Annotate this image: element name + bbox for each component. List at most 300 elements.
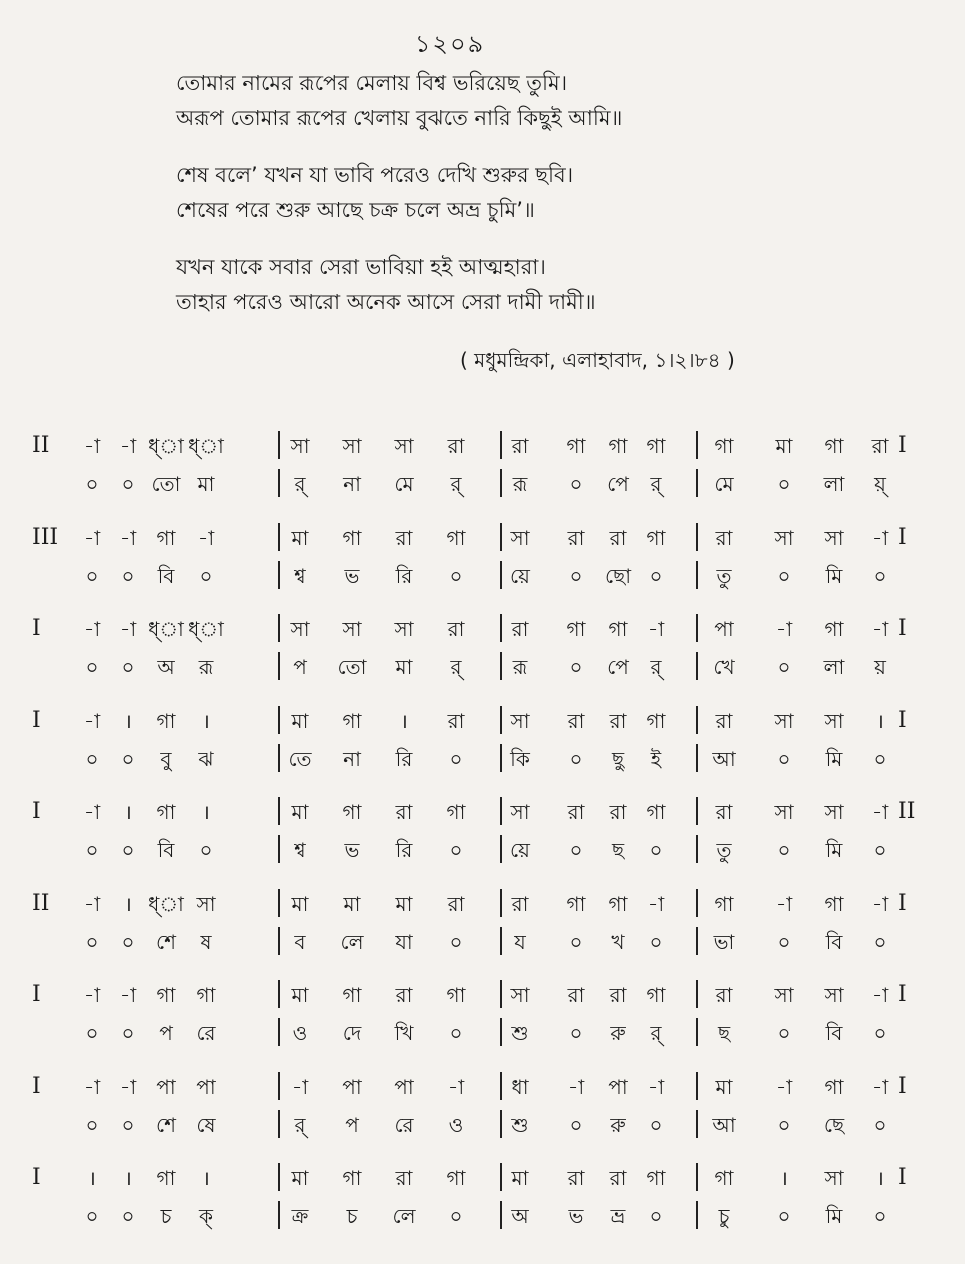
swara-note: গা: [342, 1166, 362, 1190]
poem: [176, 66, 876, 342]
poem-line: যখন যাকে সবার সেরা ভাবিয়া হই আত্মহারা।: [176, 255, 546, 279]
swara-row: [0, 1069, 965, 1109]
lyric-syllable: মি: [825, 746, 843, 771]
lyric-syllable: লা: [823, 655, 845, 679]
swara-note: মা: [715, 1074, 733, 1099]
swara-note: ধা: [511, 1074, 529, 1099]
swara-note: রা: [567, 800, 585, 824]
swara-note: পা: [156, 1074, 176, 1099]
swara-row: [0, 794, 965, 834]
bar-line: [500, 523, 502, 551]
lyric-syllable: য়ে: [510, 838, 530, 862]
swara-note: -া: [871, 525, 889, 550]
lyric-syllable: ০: [121, 1204, 135, 1228]
lyric-syllable: ০: [649, 838, 663, 862]
lyric-syllable: মে: [714, 472, 734, 496]
bar-line: [696, 1163, 698, 1191]
lyric-syllable: বি: [157, 838, 175, 862]
lyric-syllable: মা: [395, 655, 413, 679]
bar-line: [500, 744, 502, 772]
swara-note: গা: [446, 525, 466, 550]
bar-line: [500, 652, 502, 680]
bar-line: [696, 1018, 698, 1046]
swara-note: ধ্া: [148, 434, 184, 458]
lyric-syllable: ০: [777, 838, 791, 862]
lyric-syllable: ভ: [344, 563, 360, 588]
lyric-syllable: আ: [712, 1112, 736, 1137]
bar-mark-start: I: [32, 1073, 41, 1099]
lyric-syllable: শু: [511, 1021, 529, 1045]
bar-mark-end: II: [898, 799, 916, 824]
notation-block: [0, 794, 965, 886]
lyric-row: [0, 649, 965, 689]
lyric-syllable: লা: [823, 472, 845, 496]
lyric-syllable: ০: [569, 655, 583, 679]
bar-line: [278, 889, 280, 917]
lyric-row: [0, 924, 965, 964]
lyric-syllable: যা: [395, 929, 413, 954]
lyric-syllable: ০: [649, 563, 663, 588]
swara-note: গা: [196, 983, 216, 1007]
bar-mark-end: I: [898, 1073, 907, 1099]
swara-note: রা: [715, 708, 733, 733]
bar-line: [500, 1072, 502, 1100]
swara-note: -া: [871, 800, 889, 824]
swara-note: ।: [876, 708, 884, 733]
lyric-syllable: রূ: [198, 655, 214, 679]
swara-note: সা: [394, 617, 414, 641]
lyric-syllable: খে: [713, 655, 735, 679]
lyric-syllable: ও: [292, 1021, 308, 1045]
lyric-syllable: ০: [777, 472, 791, 496]
lyric-syllable: ০: [121, 1112, 135, 1137]
lyric-syllable: র্: [450, 472, 462, 496]
bar-line: [500, 889, 502, 917]
swara-note: -া: [291, 1074, 309, 1099]
swara-row: [0, 520, 965, 560]
lyric-syllable: ০: [121, 563, 135, 588]
lyric-row: [0, 1107, 965, 1147]
swara-note: রা: [395, 983, 413, 1007]
bar-mark-end: I: [898, 524, 907, 550]
lyric-syllable: ভা: [713, 929, 735, 954]
swara-note: সা: [510, 983, 530, 1007]
lyric-syllable: কি: [510, 746, 530, 771]
lyric-syllable: ০: [873, 746, 887, 771]
swara-note: সা: [774, 525, 794, 550]
swara-note: গা: [646, 525, 666, 550]
bar-line: [500, 1018, 502, 1046]
bar-line: [278, 1018, 280, 1046]
bar-mark-start: III: [32, 524, 59, 550]
lyric-syllable: পে: [607, 472, 629, 496]
lyric-syllable: ০: [449, 746, 463, 771]
swara-note: সা: [824, 800, 844, 824]
lyric-syllable: য়ে: [510, 563, 530, 588]
lyric-syllable: ছো: [604, 563, 632, 588]
swara-note: সা: [290, 434, 310, 458]
lyric-syllable: ০: [85, 563, 99, 588]
lyric-syllable: ০: [85, 1204, 99, 1228]
swara-note: -া: [447, 1074, 465, 1099]
lyric-syllable: র্: [294, 1112, 306, 1137]
swara-note: সা: [394, 434, 414, 458]
swara-note: সা: [824, 983, 844, 1007]
swara-note: গা: [342, 983, 362, 1007]
swara-note: -া: [567, 1074, 585, 1099]
swara-note: রা: [715, 525, 733, 550]
lyric-syllable: ০: [569, 838, 583, 862]
bar-line: [500, 1110, 502, 1138]
swara-note: -া: [647, 891, 665, 916]
bar-mark-end: I: [898, 982, 907, 1007]
swara-note: রা: [447, 617, 465, 641]
bar-line: [278, 1163, 280, 1191]
lyric-syllable: ০: [873, 1112, 887, 1137]
lyric-syllable: ০: [777, 1112, 791, 1137]
swara-note: -া: [83, 800, 101, 824]
swara-note: ধ্া: [188, 434, 224, 458]
bar-mark-start: II: [32, 433, 50, 458]
swara-note: -া: [871, 983, 889, 1007]
swara-note: পা: [394, 1074, 414, 1099]
lyric-syllable: দে: [342, 1021, 362, 1045]
lyric-syllable: র্: [294, 472, 306, 496]
swara-note: -া: [119, 525, 137, 550]
swara-note: -া: [775, 617, 793, 641]
bar-line: [696, 1110, 698, 1138]
lyric-syllable: ০: [777, 655, 791, 679]
lyric-syllable: মি: [825, 838, 843, 862]
lyric-syllable: ০: [85, 472, 99, 496]
swara-note: রা: [395, 525, 413, 550]
source-citation: ( মধুমন্দ্রিকা, এলাহাবাদ, ১।২।৮৪ ): [460, 348, 735, 372]
lyric-syllable: রে: [394, 1112, 414, 1137]
bar-line: [696, 927, 698, 955]
swara-note: ।: [124, 1166, 132, 1190]
swara-note: গা: [646, 1166, 666, 1190]
lyric-syllable: শে: [156, 1112, 176, 1137]
swara-note: -া: [119, 434, 137, 458]
lyric-syllable: ০: [121, 838, 135, 862]
lyric-syllable: চ: [346, 1204, 358, 1228]
swara-note: মা: [291, 708, 309, 733]
swara-note: -া: [83, 708, 101, 733]
bar-line: [696, 523, 698, 551]
swara-note: ।: [124, 891, 132, 916]
bar-line: [278, 797, 280, 825]
swara-note: গা: [646, 983, 666, 1007]
swara-note: গা: [646, 434, 666, 458]
bar-line: [500, 706, 502, 734]
lyric-syllable: ০: [449, 838, 463, 862]
lyric-syllable: ০: [121, 655, 135, 679]
bar-line: [500, 927, 502, 955]
swara-note: পা: [714, 617, 734, 641]
swara-note: গা: [566, 891, 586, 916]
swara-note: গা: [342, 708, 362, 733]
swara-note: -া: [647, 1074, 665, 1099]
swara-note: ধ্া: [148, 891, 184, 916]
bar-line: [696, 1072, 698, 1100]
lyric-syllable: ক্: [199, 1204, 213, 1228]
lyric-syllable: শে: [156, 929, 176, 954]
swara-note: রা: [609, 1166, 627, 1190]
lyric-syllable: চু: [718, 1204, 730, 1228]
swara-note: -া: [871, 891, 889, 916]
lyric-syllable: প: [345, 1112, 359, 1137]
bar-line: [696, 652, 698, 680]
bar-line: [278, 1110, 280, 1138]
lyric-syllable: ০: [449, 1204, 463, 1228]
lyric-syllable: র্: [650, 472, 662, 496]
lyric-syllable: মি: [825, 1204, 843, 1228]
lyric-syllable: ০: [873, 838, 887, 862]
lyric-syllable: র্: [650, 655, 662, 679]
swara-row: [0, 611, 965, 651]
bar-line: [278, 523, 280, 551]
bar-line: [696, 1201, 698, 1229]
swara-note: গা: [446, 800, 466, 824]
bar-mark-end: I: [898, 707, 907, 733]
lyric-row: [0, 558, 965, 598]
page-number: ১২০৯: [414, 30, 486, 58]
notation-block: [0, 428, 965, 520]
bar-line: [278, 744, 280, 772]
lyric-syllable: লে: [392, 1204, 416, 1228]
lyric-syllable: ০: [121, 746, 135, 771]
bar-line: [696, 706, 698, 734]
lyric-syllable: ০: [873, 563, 887, 588]
swara-note: রা: [609, 983, 627, 1007]
bar-mark-start: I: [32, 707, 41, 733]
swara-note: গা: [608, 891, 628, 916]
lyric-syllable: মা: [197, 472, 215, 496]
lyric-syllable: অ: [511, 1204, 529, 1228]
bar-line: [500, 1201, 502, 1229]
bar-line: [278, 706, 280, 734]
swara-note: -া: [775, 891, 793, 916]
notation-block: [0, 886, 965, 978]
swara-note: ।: [202, 708, 210, 733]
swara-note: পা: [342, 1074, 362, 1099]
poem-line: তাহার পরেও আরো অনেক আসে সেরা দামী দামী॥: [176, 290, 596, 314]
lyric-syllable: য়: [874, 655, 886, 679]
lyric-syllable: ছ: [611, 838, 625, 862]
lyric-syllable: মি: [825, 563, 843, 588]
lyric-syllable: ০: [777, 1204, 791, 1228]
swara-note: ।: [124, 708, 132, 733]
lyric-syllable: ০: [649, 1112, 663, 1137]
lyric-syllable: ঝ: [198, 746, 214, 771]
bar-line: [278, 652, 280, 680]
bar-line: [278, 1072, 280, 1100]
lyric-syllable: রূ: [512, 655, 528, 679]
bar-line: [278, 1201, 280, 1229]
notation-block: [0, 1160, 965, 1252]
bar-line: [500, 469, 502, 497]
lyric-syllable: রূ: [512, 472, 528, 496]
notation-block: [0, 611, 965, 703]
swara-note: ধ্া: [188, 617, 224, 641]
bar-line: [696, 614, 698, 642]
lyric-row: [0, 832, 965, 872]
bar-line: [696, 744, 698, 772]
lyric-syllable: বি: [825, 929, 843, 954]
lyric-syllable: ০: [85, 1021, 99, 1045]
lyric-syllable: ছে: [823, 1112, 845, 1137]
swara-note: গা: [714, 1166, 734, 1190]
bar-mark-start: I: [32, 799, 41, 824]
lyric-syllable: ০: [85, 655, 99, 679]
notation-block: [0, 977, 965, 1069]
lyric-syllable: ০: [449, 1021, 463, 1045]
notation-block: [0, 1069, 965, 1161]
swara-note: -া: [83, 983, 101, 1007]
poem-line: শেষের পরে শুরু আছে চক্র চলে অভ্র চুমি’॥: [176, 198, 535, 222]
lyric-syllable: ০: [777, 929, 791, 954]
lyric-syllable: ০: [873, 929, 887, 954]
lyric-syllable: লে: [340, 929, 364, 954]
swara-note: রা: [447, 434, 465, 458]
lyric-syllable: ও: [448, 1112, 464, 1137]
swara-note: গা: [714, 891, 734, 916]
swara-row: [0, 703, 965, 743]
lyric-syllable: তো: [337, 655, 367, 679]
swara-note: সা: [290, 617, 310, 641]
poem-stanza: [176, 158, 876, 228]
swara-note: পা: [196, 1074, 216, 1099]
lyric-syllable: ভ: [344, 838, 360, 862]
swara-note: গা: [446, 983, 466, 1007]
swara-note: ।: [202, 800, 210, 824]
swara-note: গা: [824, 1074, 844, 1099]
lyric-syllable: ক্র: [291, 1204, 309, 1228]
lyric-syllable: ০: [121, 472, 135, 496]
lyric-syllable: ছ: [717, 1021, 731, 1045]
swara-note: গা: [824, 434, 844, 458]
swara-note: সা: [774, 983, 794, 1007]
lyric-syllable: ০: [777, 746, 791, 771]
swara-row: [0, 428, 965, 468]
swara-note: গা: [342, 800, 362, 824]
lyric-syllable: ভ: [568, 1204, 584, 1228]
swara-note: গা: [156, 708, 176, 733]
swara-note: -া: [83, 891, 101, 916]
swaralipi-notation: [0, 428, 965, 1252]
bar-mark-end: I: [898, 433, 907, 458]
swara-note: গা: [646, 800, 666, 824]
swara-note: রা: [609, 708, 627, 733]
swara-note: সা: [510, 800, 530, 824]
lyric-syllable: খি: [394, 1021, 414, 1045]
lyric-syllable: বি: [825, 1021, 843, 1045]
lyric-syllable: রি: [395, 838, 413, 862]
bar-line: [278, 561, 280, 589]
bar-mark-start: II: [32, 890, 50, 916]
swara-note: রা: [609, 525, 627, 550]
swara-note: ধ্া: [148, 617, 184, 641]
swara-note: ।: [202, 1166, 210, 1190]
lyric-syllable: রি: [395, 746, 413, 771]
lyric-syllable: ০: [569, 1112, 583, 1137]
lyric-syllable: অ: [157, 655, 175, 679]
swara-note: -া: [871, 617, 889, 641]
swara-row: [0, 977, 965, 1017]
lyric-syllable: ০: [121, 1021, 135, 1045]
bar-mark-start: I: [32, 1165, 41, 1190]
lyric-syllable: না: [343, 472, 361, 496]
swara-note: সা: [510, 525, 530, 550]
lyric-syllable: ষে: [196, 1112, 216, 1137]
swara-note: রা: [395, 800, 413, 824]
swara-note: গা: [156, 800, 176, 824]
bar-mark-end: I: [898, 890, 907, 916]
swara-note: রা: [447, 708, 465, 733]
swara-note: মা: [291, 1166, 309, 1190]
swara-note: গা: [566, 617, 586, 641]
swara-note: গা: [156, 1166, 176, 1190]
swara-note: -া: [83, 1074, 101, 1099]
lyric-syllable: য়্: [874, 472, 886, 496]
swara-row: [0, 886, 965, 926]
swara-note: রা: [567, 1166, 585, 1190]
swara-note: সা: [824, 525, 844, 550]
bar-line: [696, 797, 698, 825]
poem-line: অরূপ তোমার রূপের খেলায় বুঝতে নারি কিছুই আমি॥: [176, 106, 623, 130]
lyric-syllable: ০: [777, 1021, 791, 1045]
notation-block: [0, 703, 965, 795]
swara-note: -া: [775, 1074, 793, 1099]
lyric-syllable: ভ্র: [610, 1204, 626, 1228]
swara-note: -া: [83, 525, 101, 550]
lyric-syllable: মে: [394, 472, 414, 496]
lyric-syllable: রু: [610, 1112, 626, 1137]
swara-note: সা: [824, 1166, 844, 1190]
swara-note: রা: [567, 525, 585, 550]
swara-note: মা: [291, 983, 309, 1007]
swara-note: রা: [511, 891, 529, 916]
lyric-syllable: শ্ব: [294, 838, 306, 862]
swara-note: -া: [83, 617, 101, 641]
lyric-syllable: ০: [449, 929, 463, 954]
lyric-syllable: প: [293, 655, 307, 679]
lyric-syllable: প: [159, 1021, 173, 1045]
swara-note: গা: [608, 617, 628, 641]
lyric-syllable: ই: [650, 746, 662, 771]
lyric-syllable: শু: [511, 1112, 529, 1137]
lyric-syllable: ব: [294, 929, 306, 954]
lyric-syllable: শ্ব: [294, 563, 306, 588]
lyric-syllable: ছু: [611, 746, 625, 771]
lyric-syllable: তু: [716, 838, 732, 862]
swara-note: -া: [119, 1074, 137, 1099]
lyric-syllable: চ: [160, 1204, 172, 1228]
lyric-syllable: র্: [450, 655, 462, 679]
lyric-syllable: খ: [611, 929, 625, 954]
notation-block: [0, 520, 965, 612]
swara-note: গা: [156, 983, 176, 1007]
lyric-row: [0, 741, 965, 781]
swara-note: রা: [609, 800, 627, 824]
lyric-syllable: তো: [151, 472, 181, 496]
bar-line: [278, 614, 280, 642]
swara-note: গা: [446, 1166, 466, 1190]
lyric-syllable: ০: [85, 746, 99, 771]
lyric-syllable: ০: [569, 746, 583, 771]
swara-note: মা: [291, 891, 309, 916]
bar-line: [278, 431, 280, 459]
